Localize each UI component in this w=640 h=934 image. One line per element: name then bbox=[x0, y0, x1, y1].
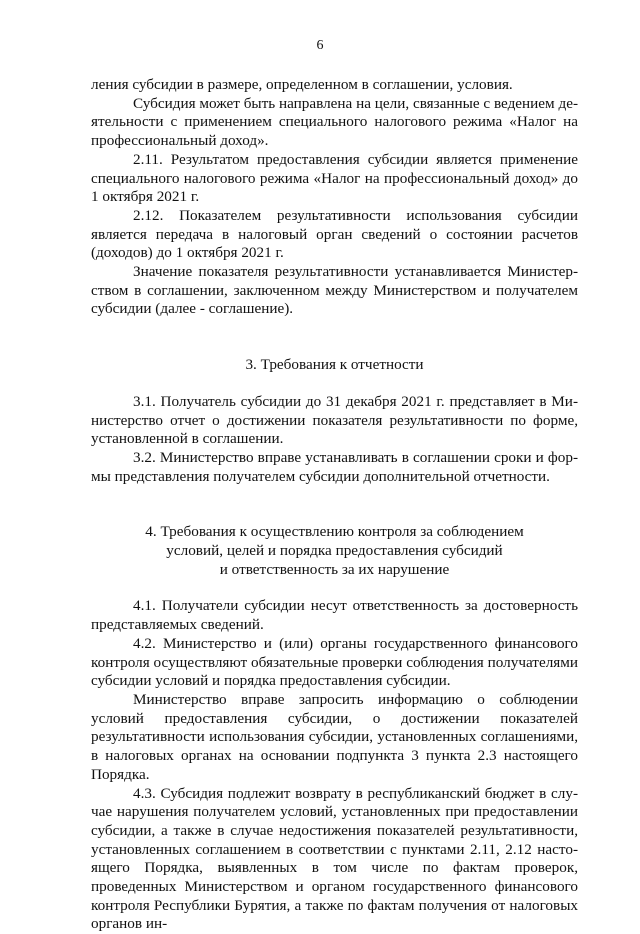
paragraph: Субсидия может быть направлена на цели, связанные с ведением деятельности с применением специального налогового режима «Налог на профессиональный доход». bbox=[91, 95, 578, 151]
paragraph-2-11: 2.11. Результатом предоставления субсидии является применение специального налогового режима «Налог на профессиональный доход» до 1 октября 2021 г. bbox=[91, 151, 578, 207]
page-number: 6 bbox=[0, 38, 640, 54]
paragraph-2-12: 2.12. Показателем результативности использования субсидии является передача в налоговый орган сведений о состоянии расчетов (доходов) до 1 октября 2021 г. bbox=[91, 207, 578, 263]
section-4-heading bbox=[91, 523, 578, 579]
paragraph-4-1: 4.1. Получатели субсидии несут ответственность за достоверность представляемых сведений. bbox=[91, 597, 578, 634]
paragraph-4-3: 4.3. Субсидия подлежит возврату в республиканский бюджет в случае нарушения получателем условий, установленных при предоставлении субсидии, а также в случае недостижения показателей результативности, установленных соглашением в соответствии с пунктами 2.11, 2.12 настоящего Порядка, выявленных в том числе по фактам проверок, проведенных Министерством и органом государственного финансового контроля Республики Бурятия, а также по фактам получения от налоговых органов ин- bbox=[91, 785, 578, 934]
section-4-heading-line: 4. Требования к осуществлению контроля за соблюдением bbox=[91, 523, 578, 542]
paragraph: Значение показателя результативности устанавливается Министерством в соглашении, заключенном между Министерством и получателем субсидии (далее - соглашение). bbox=[91, 263, 578, 319]
paragraph-3-2: 3.2. Министерство вправе устанавливать в соглашении сроки и формы представления получателем субсидии дополнительной отчетности. bbox=[91, 449, 578, 486]
paragraph: Министерство вправе запросить информацию о соблюдении условий предоставления субсидии, о достижении показателей результативности использования субсидии, установленных соглашениями, в налоговых органах на основании подпункта 3 пункта 2.3 настоящего Порядка. bbox=[91, 691, 578, 785]
section-4-heading-line: и ответственность за их нарушение bbox=[91, 561, 578, 580]
document-body bbox=[91, 76, 578, 934]
section-4-heading-line: условий, целей и порядка предоставления субсидий bbox=[91, 542, 578, 561]
paragraph-4-2: 4.2. Министерство и (или) органы государственного финансового контроля осуществляют обязательные проверки соблюдения получателями субсидии условий и порядка предоставления субсидии. bbox=[91, 635, 578, 691]
paragraph-3-1: 3.1. Получатель субсидии до 31 декабря 2021 г. представляет в Министерство отчет о достижении показателя результативности по форме, установленной в соглашении. bbox=[91, 393, 578, 449]
section-3-heading: 3. Требования к отчетности bbox=[91, 356, 578, 375]
paragraph-continuation: ления субсидии в размере, определенном в соглашении, условия. bbox=[91, 76, 578, 95]
